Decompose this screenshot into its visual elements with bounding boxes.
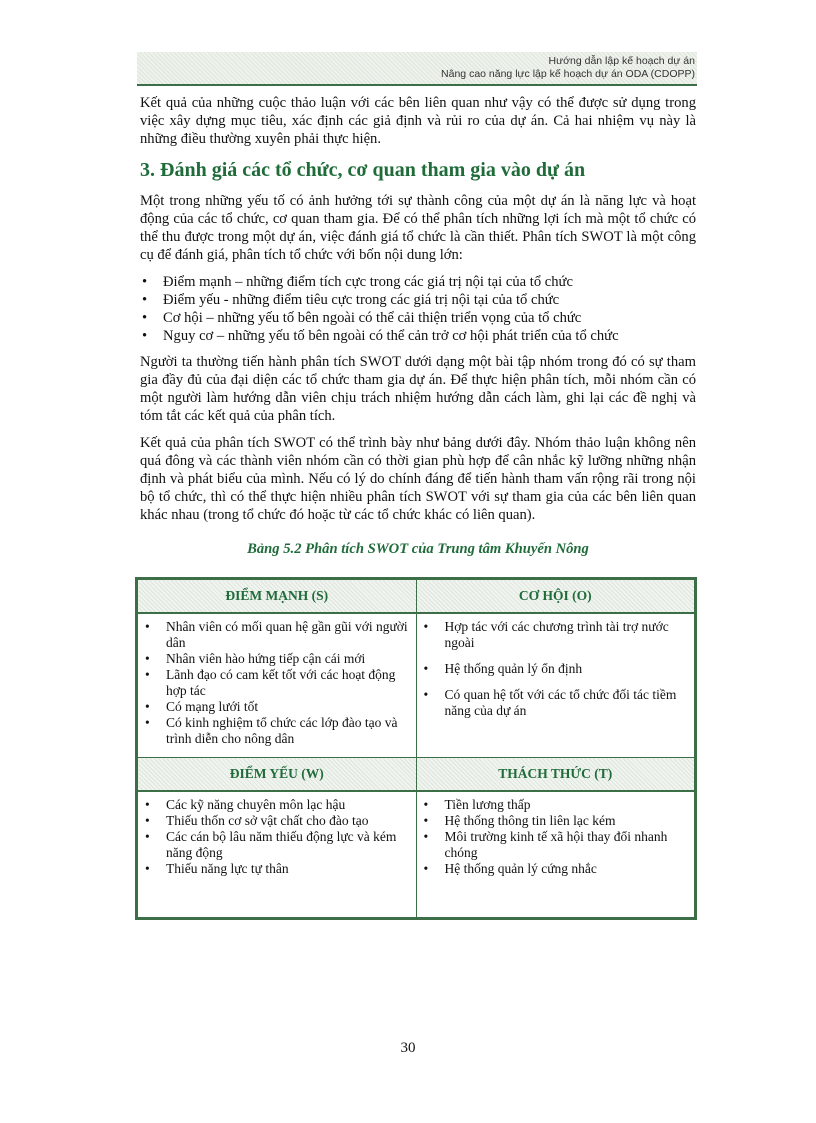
list-item-text: Có mạng lưới tốt: [166, 699, 259, 714]
bullet-icon: •: [145, 813, 150, 828]
swot-intro-paragraph: Một trong những yếu tố có ảnh hưởng tới sự thành công của một dự án là năng lực và hoạt động của các tổ chức, cơ quan tham gia. Để có thể phân tích những lợi ích mà một tổ chức có thể thu được trong một dự án, việc đánh giá tổ chức là cần thiết. Phân tích SWOT là một công cụ để đánh giá, phân tích tổ chức với bốn nội dung lớn:: [140, 193, 696, 263]
list-item: [421, 829, 689, 861]
list-item-text: Hệ thống thông tin liên lạc kém: [444, 813, 616, 828]
table-header-row: [137, 758, 696, 792]
list-item: [142, 651, 410, 667]
list-item-text: Tiền lương thấp: [444, 797, 531, 812]
list-item: [421, 661, 689, 677]
threats-header: THÁCH THỨC (T): [416, 758, 696, 792]
threats-list: [421, 797, 689, 877]
table-row: [137, 791, 696, 919]
swot-components-list: [140, 273, 696, 345]
strengths-cell: [137, 613, 417, 758]
header-guide-title: Hướng dẫn lập kế hoạch dự án: [548, 55, 695, 67]
bullet-icon: •: [423, 861, 429, 876]
list-item-text: Nguy cơ – những yếu tố bên ngoài có thể cản trở cơ hội phát triển của tổ chức: [163, 328, 619, 344]
list-item-text: Các cán bộ lâu năm thiếu động lực và kém năng động: [166, 829, 397, 860]
bullet-icon: •: [145, 619, 150, 634]
list-item-text: Nhân viên hào hứng tiếp cận cái mới: [166, 651, 366, 666]
bullet-icon: •: [423, 687, 429, 702]
bullet-icon: •: [145, 829, 150, 844]
bullet-icon: •: [145, 667, 150, 682]
list-item: [140, 291, 696, 309]
bullet-icon: •: [145, 715, 150, 730]
opportunities-list: [421, 619, 689, 719]
bullet-icon: •: [423, 619, 429, 634]
bullet-icon: •: [423, 829, 429, 844]
list-item-text: Hệ thống quản lý ổn định: [444, 661, 583, 676]
opportunities-header: CƠ HỘI (O): [416, 579, 696, 614]
page-body: [140, 94, 696, 568]
bullet-icon: •: [145, 699, 150, 714]
list-item: [142, 667, 410, 699]
weaknesses-list: [142, 797, 410, 877]
table-caption: Bảng 5.2 Phân tích SWOT của Trung tâm Khuyến Nông: [247, 541, 589, 557]
section-heading: 3. Đánh giá các tổ chức, cơ quan tham gia vào dự án: [140, 159, 586, 181]
list-item-text: Điểm mạnh – những điểm tích cực trong các giá trị nội tại của tổ chức: [163, 274, 573, 290]
list-item: [142, 619, 410, 651]
strengths-header: ĐIỂM MẠNH (S): [137, 579, 417, 614]
list-item: [140, 309, 696, 327]
intro-paragraph: Kết quả của những cuộc thảo luận với các bên liên quan như vậy có thể được sử dụng trong việc xây dựng mục tiêu, xác định các giả định và rủi ro của dự án. Cả hai nhiệm vụ này là những điều thường xuyên phải thực hiện.: [140, 95, 696, 147]
list-item: [142, 715, 410, 747]
page-number: 30: [400, 1040, 416, 1056]
bullet-icon: •: [145, 861, 150, 876]
bullet-icon: •: [142, 310, 148, 326]
strengths-list: [142, 619, 410, 747]
list-item-text: Các kỹ năng chuyên môn lạc hậu: [166, 797, 346, 812]
threats-cell: [416, 791, 696, 919]
list-item-text: Thiếu thốn cơ sở vật chất cho đào tạo: [166, 813, 369, 828]
header-project-title: Nâng cao năng lực lập kế hoạch dự án ODA (CDOPP): [441, 68, 695, 80]
bullet-icon: •: [142, 274, 148, 290]
running-header: [137, 52, 697, 86]
list-item: [421, 797, 689, 813]
table-row: [137, 613, 696, 758]
list-item: [421, 619, 689, 651]
list-item: [142, 699, 410, 715]
list-item: [142, 813, 410, 829]
list-item-text: Môi trường kinh tế xã hội thay đổi nhanh chóng: [444, 829, 668, 860]
bullet-icon: •: [142, 292, 148, 308]
bullet-icon: •: [423, 797, 429, 812]
list-item: [140, 327, 696, 345]
list-item: [142, 797, 410, 813]
bullet-icon: •: [145, 651, 150, 666]
list-item-text: Nhân viên có mối quan hệ gần gũi với người dân: [166, 619, 408, 650]
list-item-text: Cơ hội – những yếu tố bên ngoài có thể cải thiện triển vọng của tổ chức: [163, 310, 582, 326]
swot-table: [135, 577, 697, 920]
list-item-text: Thiếu năng lực tự thân: [166, 861, 289, 876]
list-item: [421, 813, 689, 829]
weaknesses-header: ĐIỂM YẾU (W): [137, 758, 417, 792]
list-item: [421, 861, 689, 877]
list-item-text: Lãnh đạo có cam kết tốt với các hoạt động hợp tác: [166, 667, 396, 698]
list-item-text: Điểm yếu - những điểm tiêu cực trong các giá trị nội tại của tổ chức: [163, 292, 560, 308]
table-header-row: [137, 579, 696, 614]
list-item: [421, 687, 689, 719]
bullet-icon: •: [423, 661, 429, 676]
bullet-icon: •: [423, 813, 429, 828]
swot-results-paragraph: Kết quả của phân tích SWOT có thể trình bày như bảng dưới đây. Nhóm thảo luận không nên quá đông và các thành viên nhóm cần có thời gian phù hợp để cân nhắc kỹ lưỡng những nhận định và phát biểu của mình. Nếu có lý do chính đáng để tiến hành tham vấn rộng rãi trong nội bộ tổ chức, thì có thể thực hiện nhiều phân tích SWOT với sự tham gia của các bên liên quan khác nhau (trong tổ chức đó hoặc từ các tổ chức khác có liên quan).: [140, 435, 696, 523]
list-item-text: Hệ thống quản lý cứng nhắc: [444, 861, 597, 876]
bullet-icon: •: [145, 797, 150, 812]
group-exercise-paragraph: Người ta thường tiến hành phân tích SWOT dưới dạng một bài tập nhóm trong đó có sự tham gia đầy đủ của đại diện các tổ chức tham gia dự án. Để thực hiện phân tích, mỗi nhóm cần có một người làm hướng dẫn viên chịu trách nhiệm hướng dẫn cách làm, ghi lại các đề nghị và tóm tắt các kết quả của phân tích.: [140, 354, 696, 424]
list-item: [142, 861, 410, 877]
list-item: [140, 273, 696, 291]
opportunities-cell: [416, 613, 696, 758]
list-item-text: Hợp tác với các chương trình tài trợ nước ngoài: [444, 619, 669, 650]
bullet-icon: •: [142, 328, 148, 344]
list-item-text: Có kinh nghiệm tổ chức các lớp đào tạo và trình diễn cho nông dân: [166, 715, 398, 746]
list-item-text: Có quan hệ tốt với các tổ chức đối tác tiềm năng của dự án: [444, 687, 677, 718]
list-item: [142, 829, 410, 861]
weaknesses-cell: [137, 791, 417, 919]
